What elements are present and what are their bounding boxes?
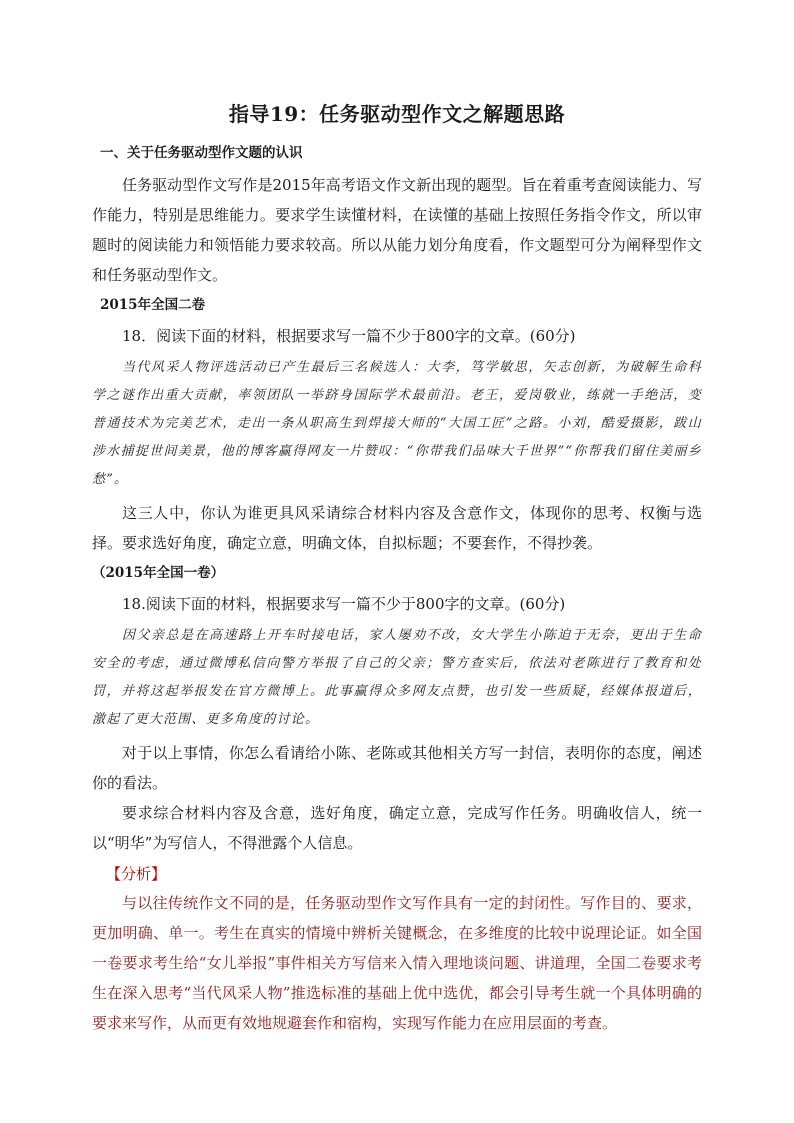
exam1-material: 因父亲总是在高速路上开车时接电话，家人屡劝不改，女大学生小陈迫于无奈，更出于生命安全的考虑，通过微博私信向警方举报了自己的父亲；警方查实后，依法对老陈进行了教育和处罚，并将这起举报发在官方微博上。此事赢得众多网友点赞，也引发一些质疑，经媒体报道后，激起了更大范围、更多角度的讨论。 [92,628,702,727]
exam1-requirement-1: 对于以上事情，你怎么看请给小陈、老陈或其他相关方写一封信，表明你的态度，阐述你的看法。 [92,744,702,792]
section-heading: 一、关于任务驱动型作文题的认识 [100,145,303,161]
exam1-label: （2015年全国一卷） [92,565,225,581]
exam2-requirement: 这三人中，你认为谁更具风采请综合材料内容及含意作文，体现你的思考、权衡与选择。要求选好角度，确定立意，明确文体，自拟标题；不要套作，不得抄袭。 [92,504,702,552]
exam1-question: 18.阅读下面的材料，根据要求写一篇不少于800字的文章。(60分) [122,595,566,613]
exam1-requirement-2: 要求综合材料内容及含意，选好角度，确定立意，完成写作任务。明确收信人，统一以“明华”为写信人，不得泄露个人信息。 [92,804,702,852]
exam2-material: 当代风采人物评选活动已产生最后三名候选人：大李，笃学敏思，矢志创新，为破解生命科学之谜作出重大贡献，率领团队一举跻身国际学术最前沿。老王，爱岗敬业，练就一手绝活，变普通技术为完美艺术，走出一条从职高生到焊接大师的“大国工匠”之路。小刘，酷爱摄影，跋山涉水捕捉世间美景，他的博客赢得网友一片赞叹：“你带我们品味大千世界”“你帮我们留住美丽乡愁”。 [92,360,702,487]
page-title: 指导19：任务驱动型作文之解题思路 [228,102,566,126]
exam2-question: 18．阅读下面的材料，根据要求写一篇不少于800字的文章。(60分) [122,327,576,345]
intro-paragraph: 任务驱动型作文写作是2015年高考语文作文新出现的题型。旨在着重考查阅读能力、写作能力，特别是思维能力。要求学生读懂材料，在读懂的基础上按照任务指令作文，所以审题时的阅读能力和领悟能力要求较高。所以从能力划分角度看，作文题型可分为阐释型作文和任务驱动型作文。 [92,176,702,284]
exam2-label: 2015年全国二卷 [100,297,206,313]
analysis-label: 【分析】 [106,865,167,883]
analysis-text: 与以往传统作文不同的是，任务驱动型作文写作具有一定的封闭性。写作目的、要求，更加明确、单一。考生在真实的情境中辨析关键概念，在多维度的比较中说理论证。如全国一卷要求考生给“女儿举报”事件相关方写信来入情入理地谈问题、讲道理，全国二卷要求考生在深入思考“当代风采人物”推选标准的基础上优中选优，都会引导考生就一个具体明确的要求来写作，从而更有效地规避套作和宿构，实现写作能力在应用层面的考查。 [92,894,702,1032]
